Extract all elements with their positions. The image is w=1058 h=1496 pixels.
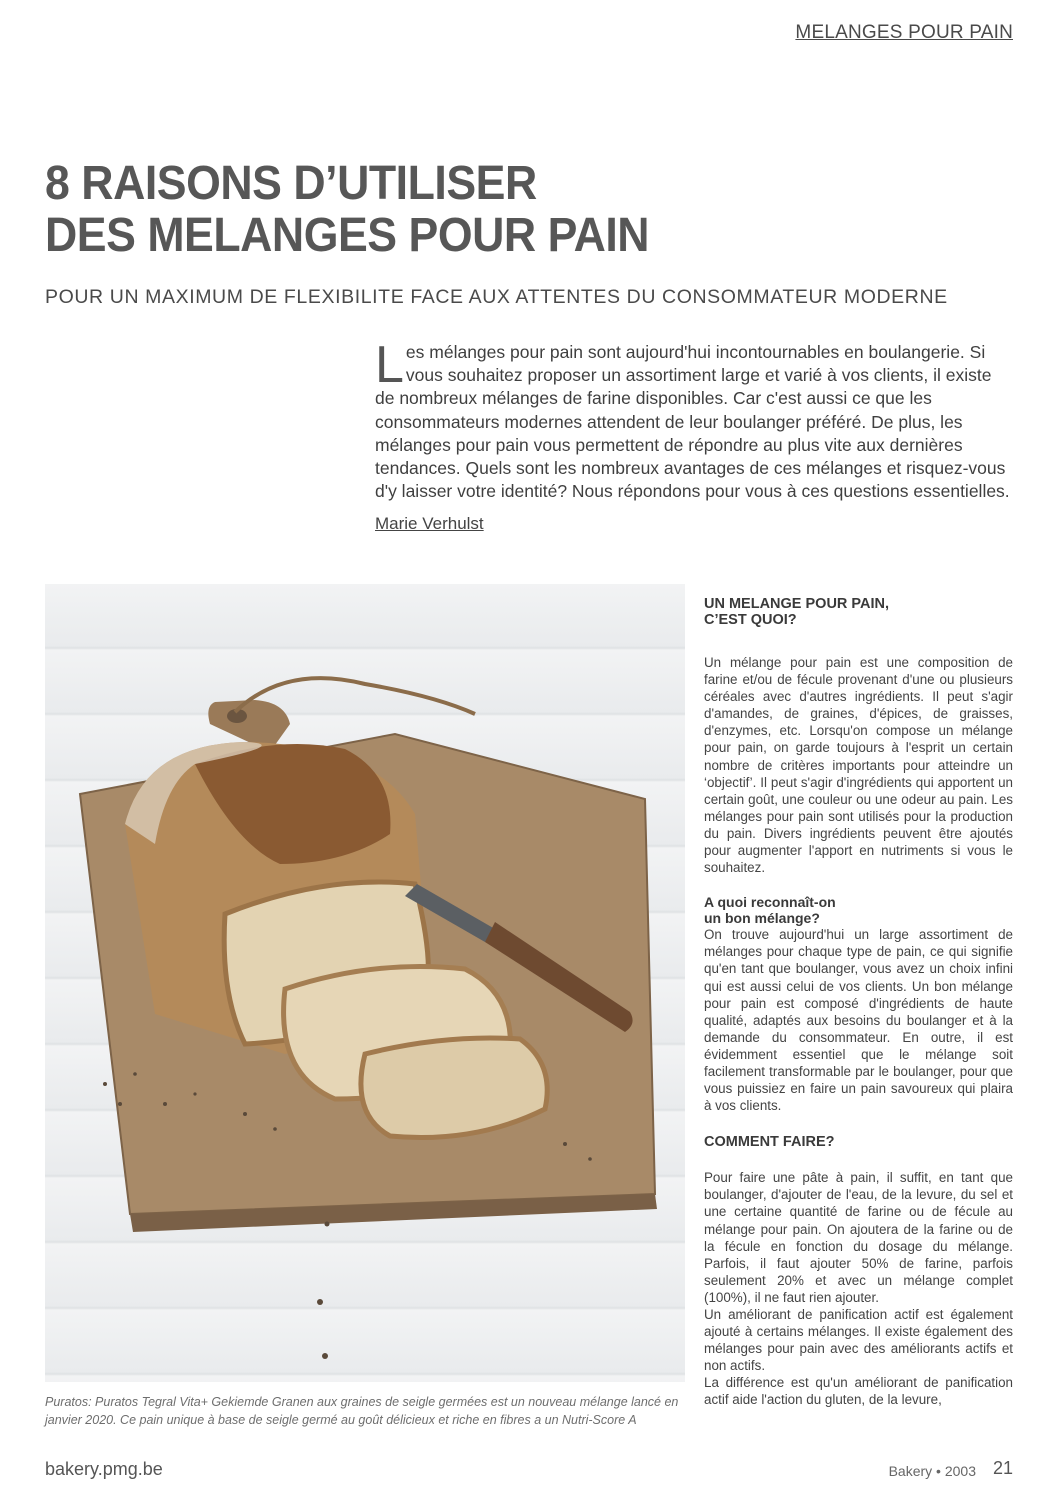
paragraph-difference: La différence est qu'un améliorant de panification actif aide l'action du gluten, de la levure, bbox=[704, 1375, 1013, 1408]
article-title-line-2: DES MELANGES POUR PAIN bbox=[45, 209, 650, 262]
intro-paragraph bbox=[375, 336, 1015, 503]
paragraph-how-to: Pour faire une pâte à pain, il suffit, en tant que boulanger, d'ajouter de l'eau, de la levure, du sel et une certaine quantité de farine ou de fécule au mélange pour pain. On ajoutera de la farine ou de la fécule en fonction du dosage du mélange. Parfois, il faut ajouter 50% de farine, parfois seulement 20% et avec un mélange complet (100%), il ne faut rien ajouter. bbox=[704, 1170, 1013, 1305]
paragraph-improver: Un améliorant de panification actif est également ajouté à certains mélanges. Il existe également des mélanges pour pain avec des améliorants actifs et non actifs. bbox=[704, 1307, 1013, 1374]
heading-good-mix-line-1: A quoi reconnaît-on bbox=[704, 894, 836, 911]
article-title-line-1: 8 RAISONS D’UTILISER bbox=[45, 157, 537, 210]
footer-issue: Bakery • 2003 bbox=[888, 1463, 976, 1479]
heading-what-is-line-1: UN MELANGE POUR PAIN, bbox=[704, 596, 890, 612]
intro-dropcap: L bbox=[375, 336, 404, 394]
bread-illustration bbox=[45, 584, 685, 1382]
article-subtitle: POUR UN MAXIMUM DE FLEXIBILITE FACE AUX ATTENTES DU CONSOMMATEUR MODERNE bbox=[45, 286, 948, 308]
photo-caption: Puratos: Puratos Tegral Vita+ Gekiemde Granen aux graines de seigle germées est un nouveau mélange lancé en janvier 2020. Ce pain unique à base de seigle germé au goût délicieux et riche en fibres a un Nutri-Score A bbox=[45, 1395, 679, 1427]
heading-how-to: COMMENT FAIRE? bbox=[704, 1134, 835, 1151]
heading-good-mix-line-2: un bon mélange? bbox=[704, 910, 820, 927]
intro-text: es mélanges pour pain sont aujourd'hui incontournables en boulangerie. Si vous souhaitez proposer un assortiment large et varié à vos clients, il existe de nombreux mélanges de farine disponibles. Car c'est aussi ce que les consommateurs modernes attendent de leur boulanger préféré. De plus, les mélanges pour pain vous permettent de répondre au plus vite aux dernières tendances. Quels sont les nombreux avantages de ces mélanges et risquez-vous d'y laisser votre identité? Nous répondons pour vous à ces questions essentielles. bbox=[375, 342, 1010, 502]
heading-what-is bbox=[704, 596, 1013, 628]
paragraph-good-mix: On trouve aujourd'hui un large assortiment de mélanges pour chaque type de pain, ce qui signifie qu'en tant que boulanger, vous avez un choix infini qui est aussi celui de vos clients. Un bon mélange pour pain est composé d'ingrédients de haute qualité, adaptés aux besoins du boulanger et à la demande du consommateur. En outre, il est évidemment essentiel que le mélange soit facilement transformable par le boulanger, pour que vous puissiez en faire un pain savoureux qui plaira à vos clients. bbox=[704, 927, 1013, 1114]
article-column bbox=[704, 596, 1013, 1409]
footer-website: bakery.pmg.be bbox=[45, 1459, 163, 1479]
paragraph-what-is: Un mélange pour pain est une composition de farine et/ou de fécule provenant d'une ou plusieurs céréales avec d'autres ingrédients. Il peut s'agir d'amandes, de graines, d'épices, de graisses, d'enzymes, etc. Lorsqu'on compose un mélange pour pain, on garde toujours à l'esprit un certain nombre de critères importants pour atteindre un ‘objectif’. Il peut s'agir d'ingrédients qui apportent un certain goût, une couleur ou une odeur au pain. Les mélanges pour pain sont utilisés pour la production du pain. Divers ingrédients peuvent être ajoutés pour augmenter l'apport en nutriments si vous le souhaitez. bbox=[704, 655, 1013, 876]
article-title bbox=[45, 158, 649, 262]
author-byline: Marie Verhulst bbox=[375, 514, 484, 533]
heading-what-is-line-2: C’EST QUOI? bbox=[704, 612, 797, 628]
section-tag: MELANGES POUR PAIN bbox=[795, 22, 1013, 43]
bread-photo bbox=[45, 584, 685, 1382]
page-number: 21 bbox=[992, 1458, 1013, 1478]
heading-good-mix bbox=[704, 894, 1013, 926]
